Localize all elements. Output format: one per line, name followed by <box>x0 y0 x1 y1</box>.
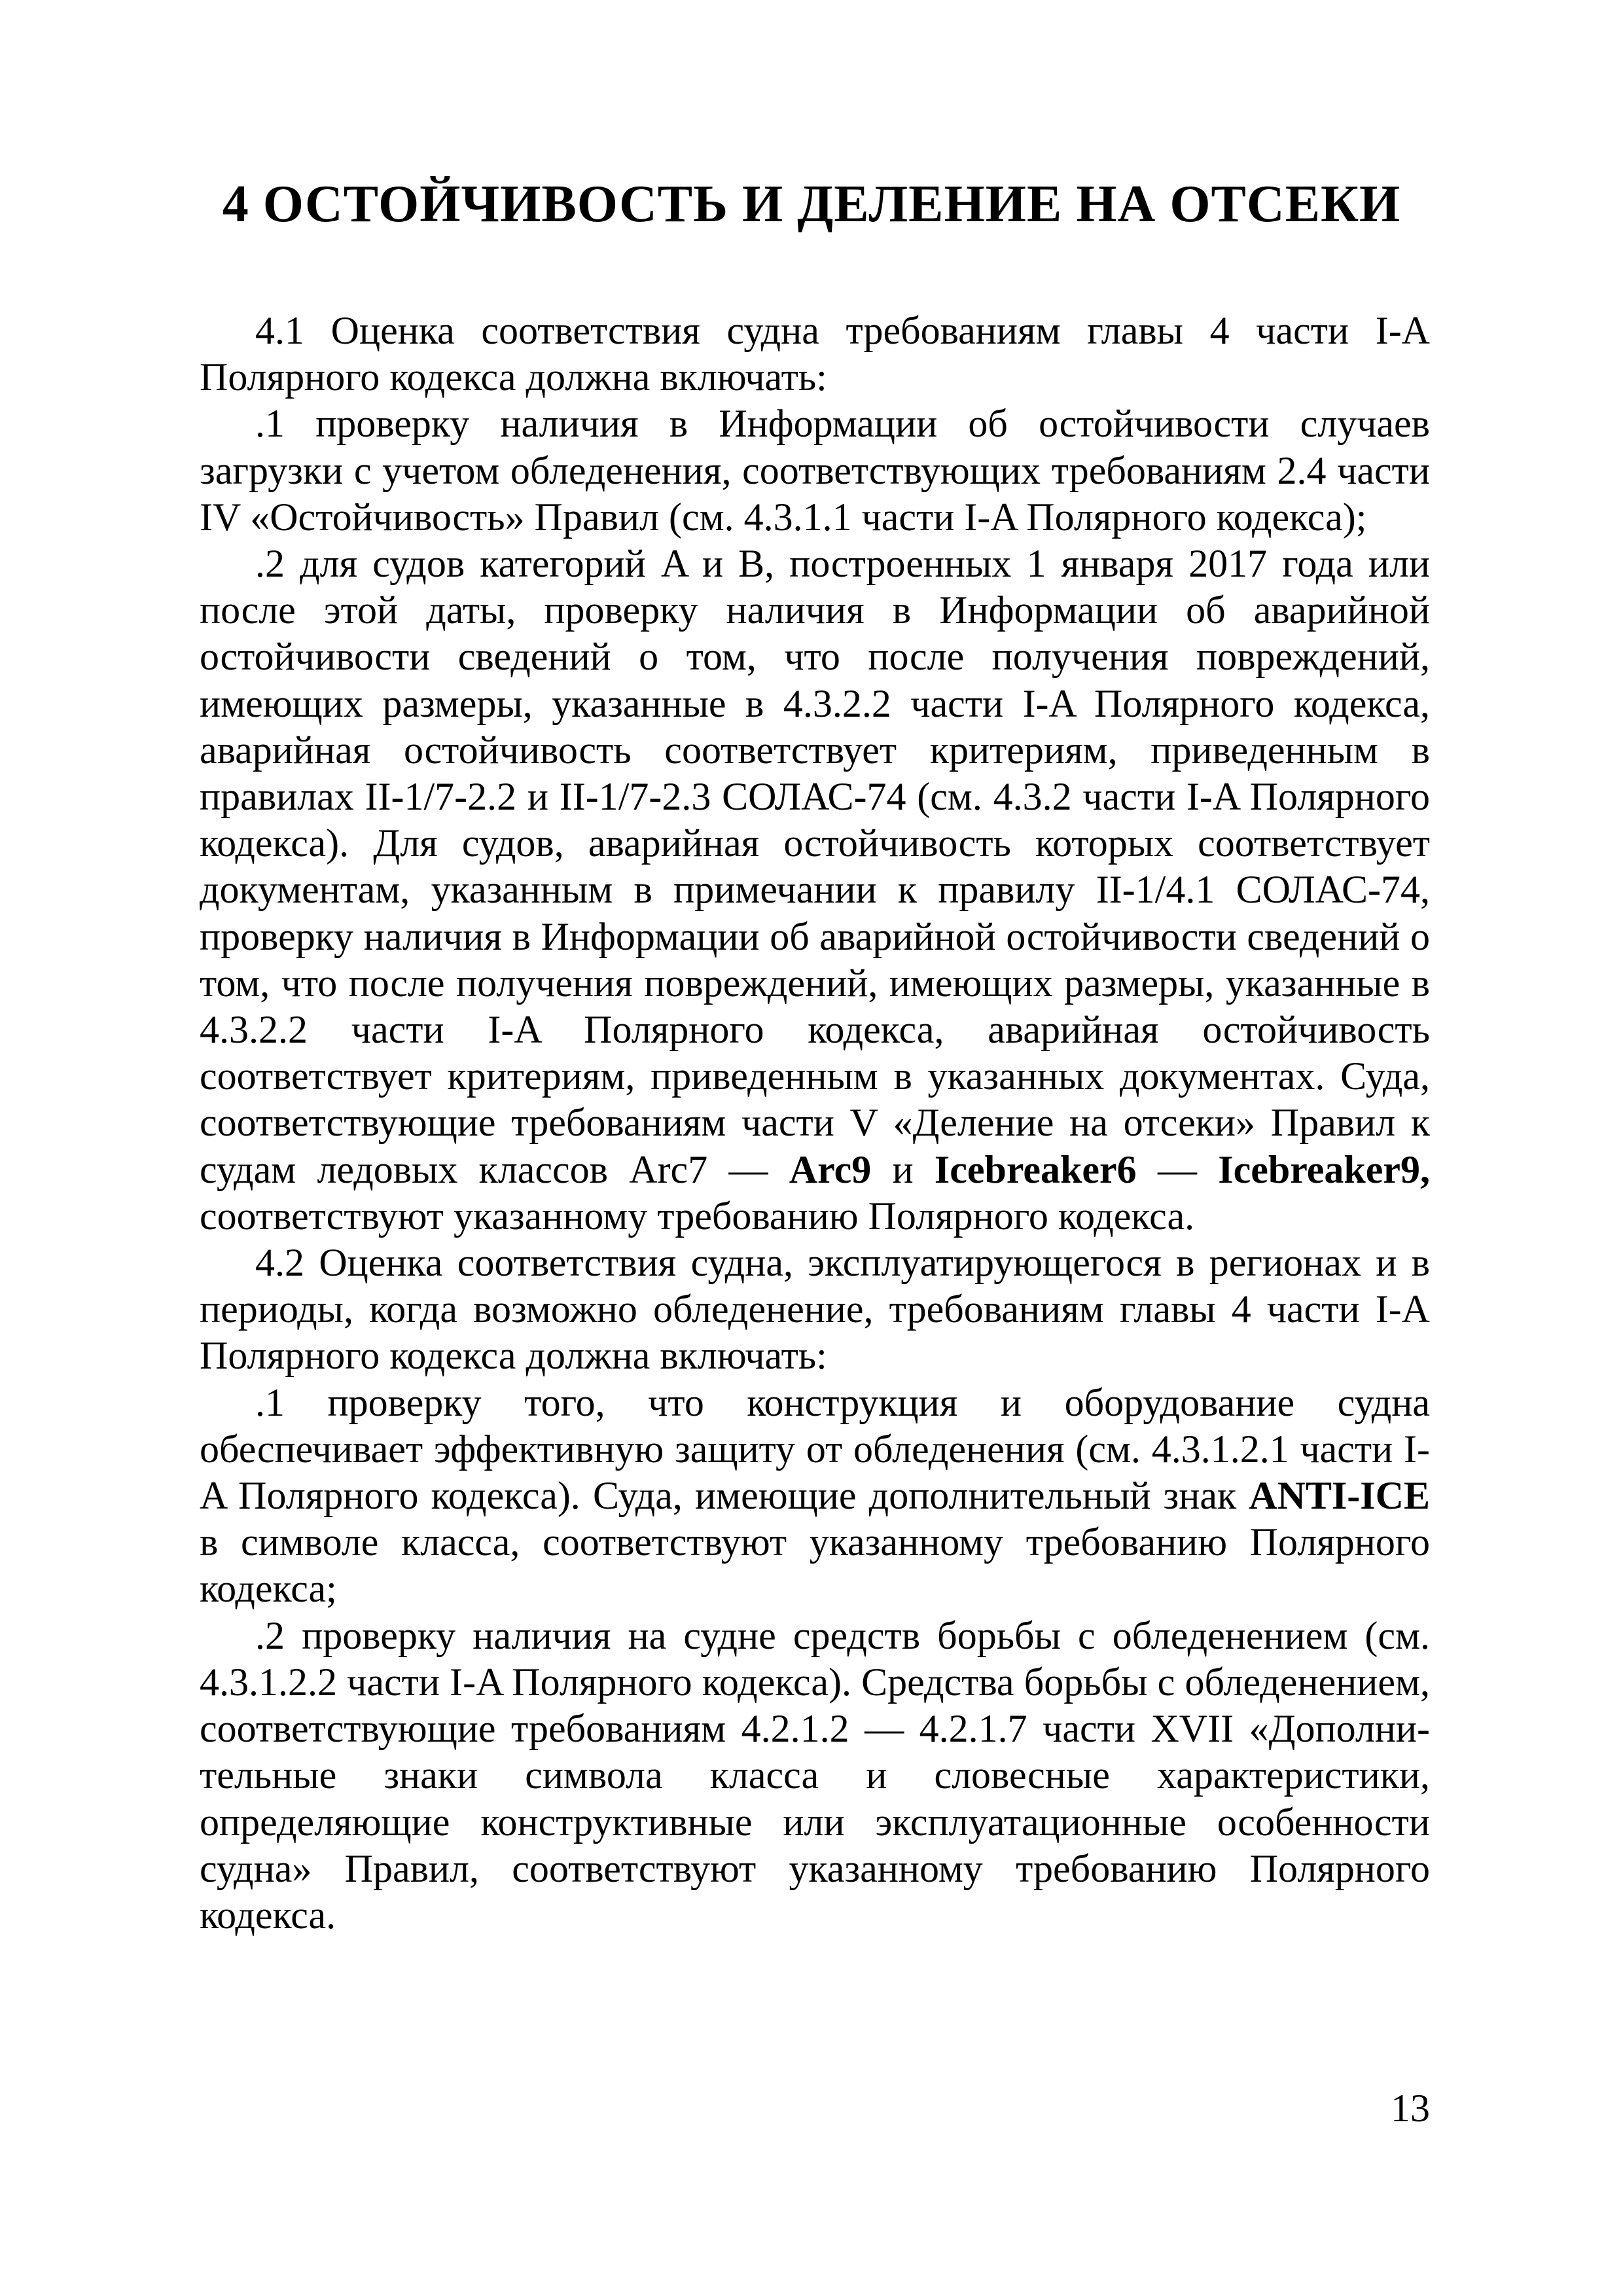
page-title: 4 ОСТОЙЧИВОСТЬ И ДЕЛЕНИЕ НА ОТСЕКИ <box>222 175 1401 233</box>
paragraph-4-2-2: .2 проверку наличия на судне средств борьбы с обледенением (см. 4.3.1.2.2 части I-A Полярного кодекса). Средства борьбы с обледенением, соответствующие требованиям 4.2.1.2 — 4.2.1.7 части XVII «Дополни-тельные знаки символа класса и словесные характеристики, определяющие конструктивные или эксплуатационные особенности судна» Правил, соответствуют указанному требованию Полярного кодекса. <box>200 1613 1430 1937</box>
paragraph-4-2-1-text: .1 проверку того, что конструкция и оборудование судна обеспечивает эффективную защиту от обледенения (см. 4.3.1.2.1 части I-A Полярного кодекса). Суда, имеющие дополнительный знак <box>200 1380 1430 1518</box>
paragraph-4-1-1: .1 проверку наличия в Информации об остойчивости случаев загрузки с учетом обледенения, соответствующих требованиям 2.4 части IV «Остойчивость» Правил (см. 4.3.1.1 части I-A Полярного кодекса); <box>200 402 1430 539</box>
paragraph-4-1: 4.1 Оценка соответствия судна требованиям главы 4 части I-A Полярного кодекса должна включать: <box>200 309 1430 399</box>
page-number: 13 <box>1391 2087 1430 2130</box>
paragraph-4-1-2-tail: соответствуют указанному требованию Полярного кодекса. <box>200 1194 1195 1238</box>
mark-anti-ice: ANTI-ICE <box>1249 1474 1430 1518</box>
class-icebreaker6: Icebreaker6 <box>934 1147 1137 1191</box>
class-icebreaker9: Icebreaker9, <box>1218 1147 1431 1191</box>
class-arc9: Arc9 <box>789 1147 872 1191</box>
paragraph-4-1-2 <box>200 541 1430 1240</box>
conjunction: и <box>871 1147 935 1191</box>
paragraph-4-1-2-text: .2 для судов категорий A и B, построенных 1 января 2017 года или после этой даты, проверку наличия в Информации об аварийной остойчивости сведений о том, что после получения повреждений, имеющих размеры, указанные в 4.3.2.2 части I-A Полярного кодекса, аварийная остойчивость соответствует критериям, приведенным в правилах II-1/7-2.2 и II-1/7-2.3 СОЛАС-74 (см. 4.3.2 части I-A Полярного кодекса). Для судов, аварийная остойчивость которых соответствует документам, указанным в примечании к правилу II-1/4.1 СОЛАС-74, проверку наличия в Информации об аварийной остойчивости сведений о том, что после получения повреждений, имеющих размеры, указанные в 4.3.2.2 части I-A Полярного кодекса, аварийная остойчивость соответствует критериям, приведенным в указанных документах. Суда, соответствующие требованиям части V «Деление на отсеки» Правил к судам ледовых классов <box>200 542 1430 1191</box>
paragraph-4-2-1-tail: в символе класса, соответствуют указанному требованию Полярного кодекса; <box>200 1520 1430 1611</box>
paragraph-4-2-1 <box>200 1380 1430 1613</box>
class-arc7: Arc7 <box>629 1147 708 1191</box>
paragraph-4-2: 4.2 Оценка соответствия судна, эксплуатирующегося в регионах и в периоды, когда возможно обледенение, требованиям главы 4 части I-A Полярного кодекса должна включать: <box>200 1241 1430 1378</box>
dash: — <box>707 1147 789 1191</box>
dash: — <box>1136 1147 1219 1191</box>
document-body <box>200 308 1430 1939</box>
